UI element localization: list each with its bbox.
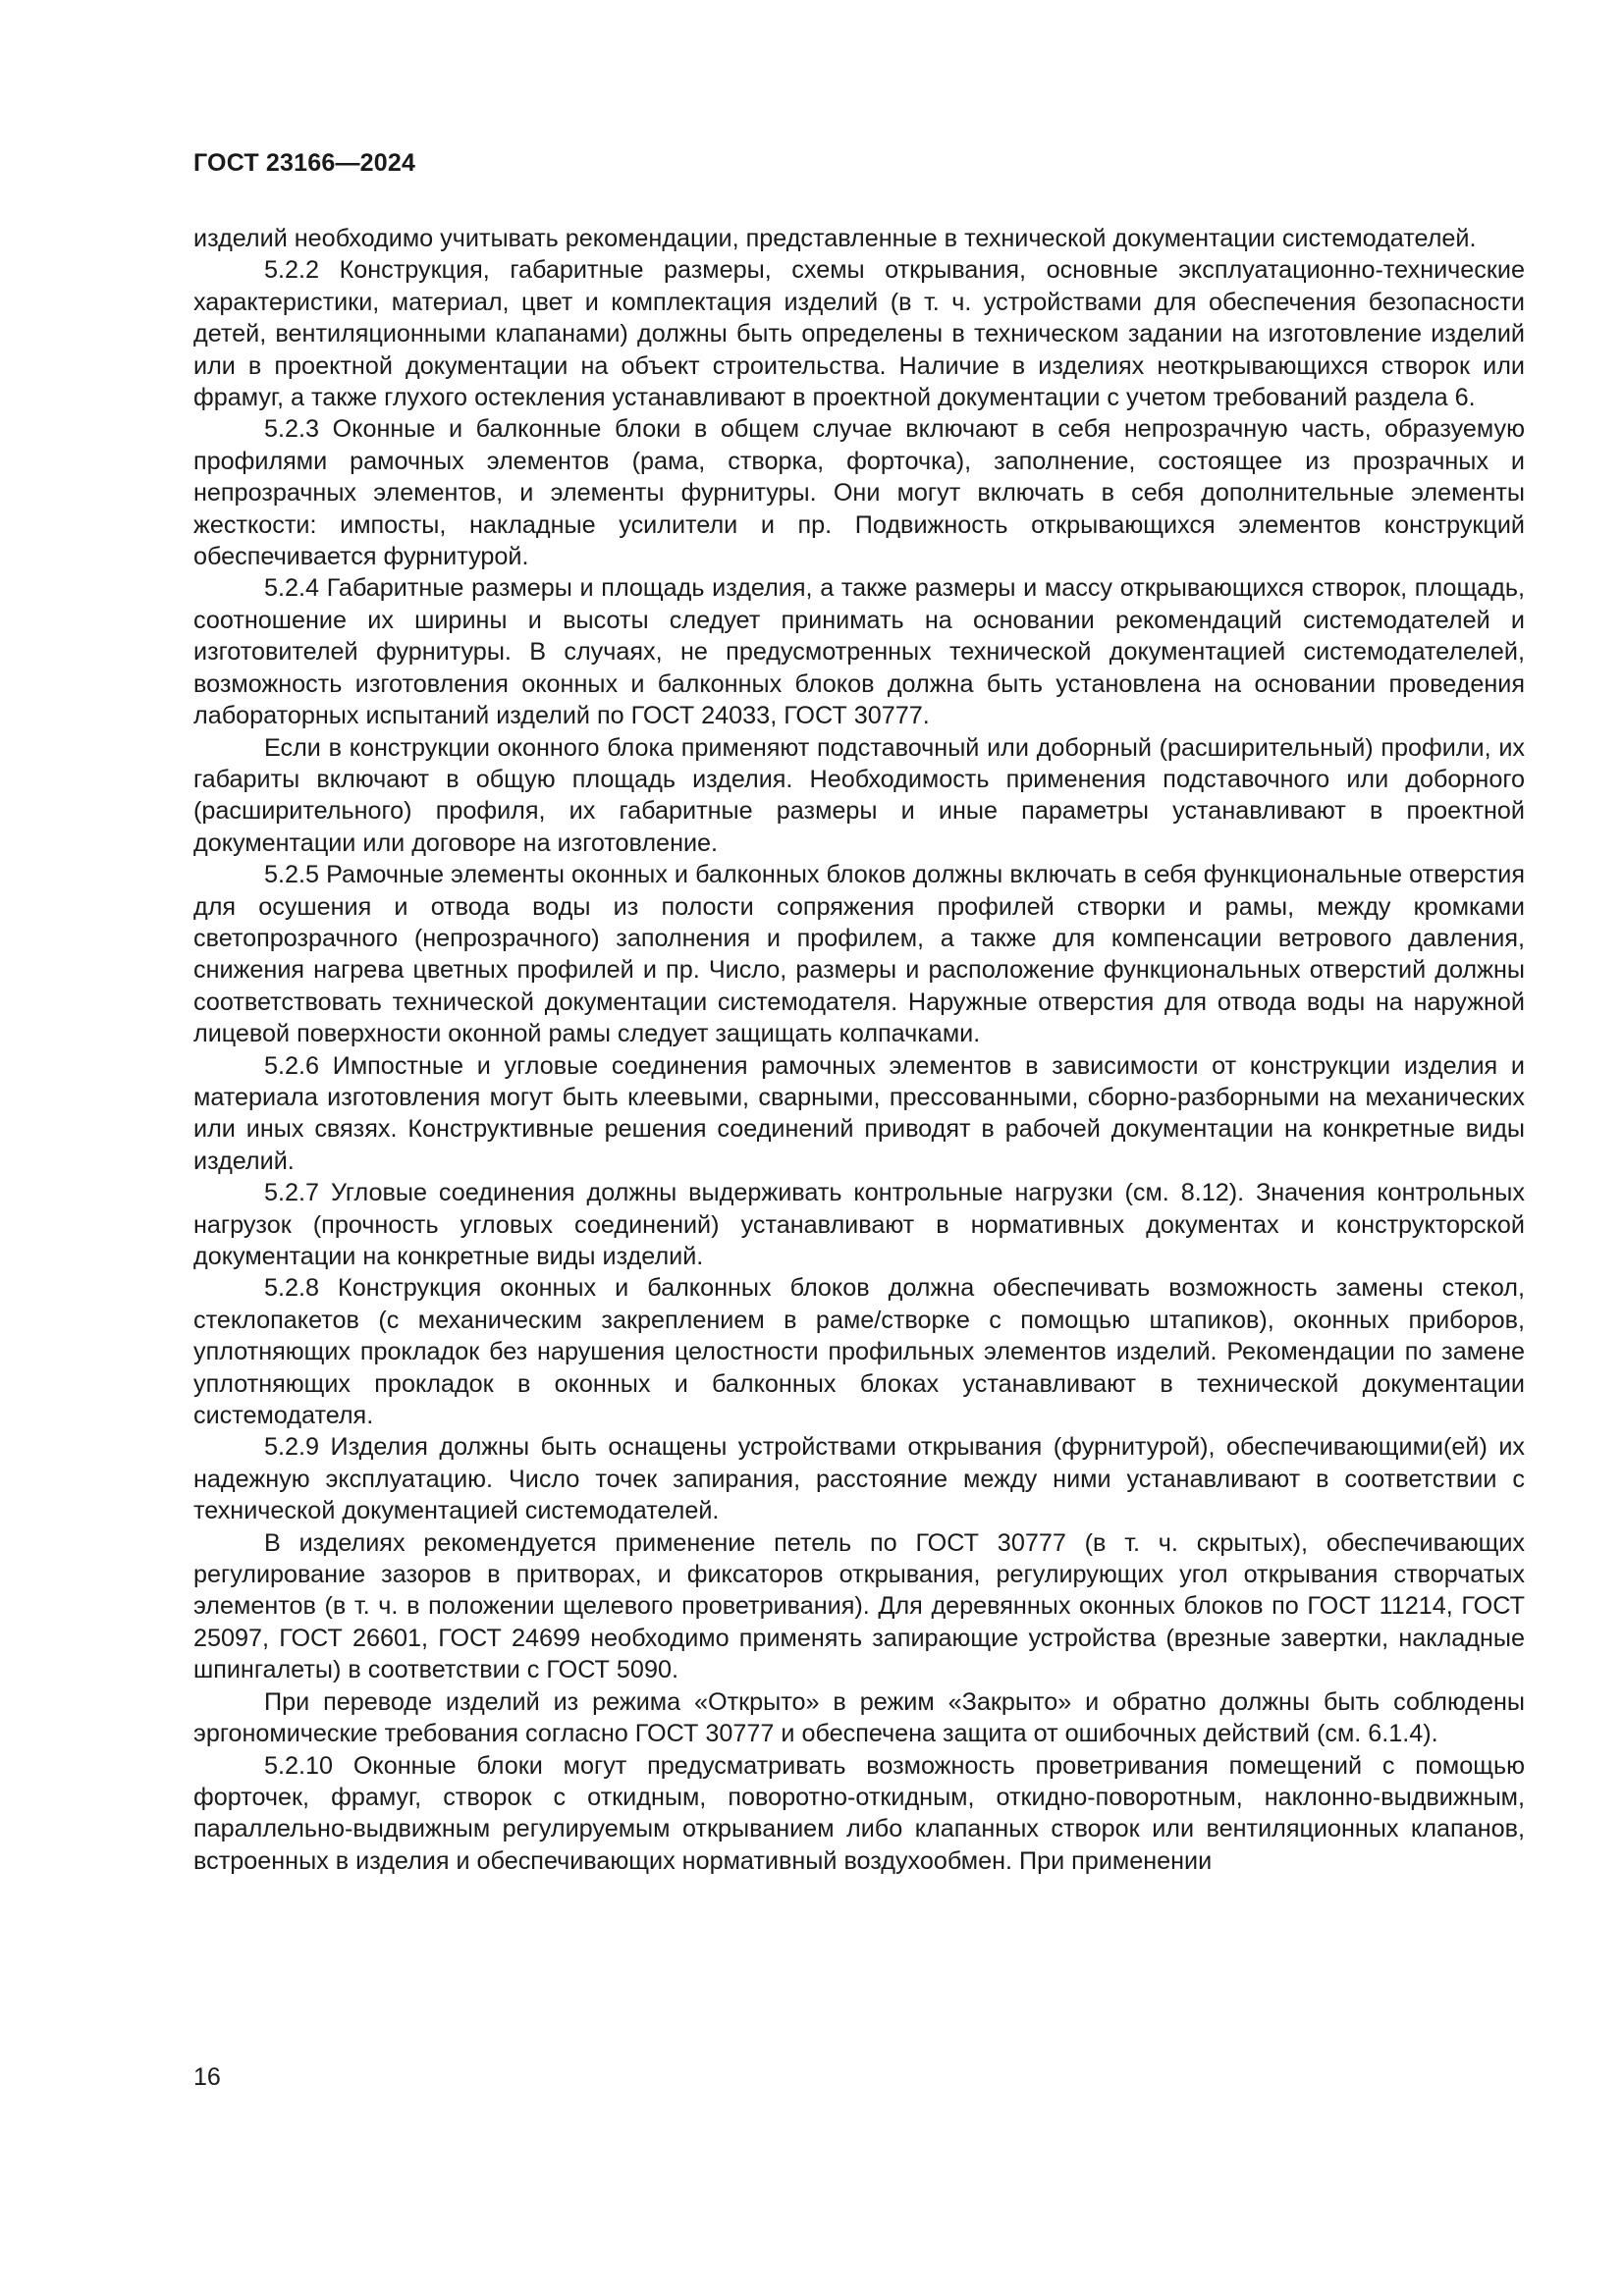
paragraph-5-2-8: 5.2.8 Конструкция оконных и балконных блоков должна обеспечивать возможность замены стекол, стеклопакетов (с механическим закреплением в раме/створке с помощью штапиков), оконных приборов, уплотняющих прокладок без нарушения целостности профильных элементов изделий. Рекомендации по замене уплотняющих прокладок в оконных и балконных блоках устанавливают в технической документации системодателя. [193,1274,1525,1430]
paragraph-5-2-9-hinges: В изделиях рекомендуется применение петель по ГОСТ 30777 (в т. ч. скрытых), обеспечивающих регулирование зазоров в притворах, и фиксаторов открывания, регулирующих угол открывания створчатых элементов (в т. ч. в положении щелевого проветривания). Для деревянных оконных блоков по ГОСТ 11214, ГОСТ 25097, ГОСТ 26601, ГОСТ 24699 необходимо применять запирающие устройства (врезные завертки, накладные шпингалеты) в соответствии с ГОСТ 5090. [193,1528,1525,1684]
page-number: 16 [193,2063,221,2091]
paragraph-5-2-2: 5.2.2 Конструкция, габаритные размеры, схемы открывания, основные эксплуатационно-технические характеристики, материал, цвет и комплектация изделий (в т. ч. устройствами для обеспечения безопасности детей, вентиляционными клапанами) должны быть определены в техническом задании на изготовление изделий или в проектной документации на объект строительства. Наличие в изделиях неоткрывающихся створок или фрамуг, а также глухого остекления устанавливают в проектной документации с учетом требований раздела 6. [193,256,1525,412]
paragraph-5-2-9: 5.2.9 Изделия должны быть оснащены устройствами открывания (фурнитурой), обеспечивающими(ей) их надежную эксплуатацию. Число точек запирания, расстояние между ними устанавливают в соответствии с технической документацией системодателей. [193,1433,1525,1525]
paragraph-continuation: изделий необходимо учитывать рекомендации, представленные в технической документации системодателей. [193,225,1477,252]
paragraph-5-2-6: 5.2.6 Импостные и угловые соединения рамочных элементов в зависимости от конструкции изделия и материала изготовления могут быть клеевыми, сварными, прессованными, сборно-разборными на механических или иных связях. Конструктивные решения соединений приводят в рабочей документации на конкретные виды изделий. [193,1051,1525,1175]
paragraph-5-2-5: 5.2.5 Рамочные элементы оконных и балконных блоков должны включать в себя функциональные отверстия для осушения и отвода воды из полости сопряжения профилей створки и рамы, между кромками светопрозрачного (непрозрачного) заполнения и профилем, а также для компенсации ветрового давления, снижения нагрева цветных профилей и пр. Число, размеры и расположение функциональных отверстий должны соответствовать технической документации системодателя. Наружные отверстия для отвода воды на наружной лицевой поверхности оконной рамы следует защищать колпачками. [193,861,1525,1048]
paragraph-5-2-9-modes: При переводе изделий из режима «Открыто» в режим «Закрыто» и обратно должны быть соблюдены эргономические требования согласно ГОСТ 30777 и обеспечена защита от ошибочных действий (см. 6.1.4). [193,1687,1525,1748]
paragraph-5-2-7: 5.2.7 Угловые соединения должны выдерживать контрольные нагрузки (см. 8.12). Значения контрольных нагрузок (прочность угловых соединений) устанавливают в нормативных документах и конструкторской документации на конкретные виды изделий. [193,1179,1525,1270]
paragraph-5-2-4-profiles: Если в конструкции оконного блока применяют подставочный или доборный (расширительный) профили, их габариты включают в общую площадь изделия. Необходимость применения подставочного или доборного (расширительного) профиля, их габаритные размеры и иные параметры устанавливают в проектной документации или договоре на изготовление. [193,733,1525,857]
document-body [193,223,1525,1877]
paragraph-5-2-10: 5.2.10 Оконные блоки могут предусматривать возможность проветривания помещений с помощью форточек, фрамуг, створок с откидным, поворотно-откидным, откидно-поворотным, наклонно-выдвижным, параллельно-выдвижным регулируемым открыванием либо клапанных створок или вентиляционных клапанов, встроенных в изделия и обеспечивающих нормативный воздухообмен. При применении [193,1751,1525,1875]
paragraph-5-2-4: 5.2.4 Габаритные размеры и площадь изделия, а также размеры и массу открывающихся створок, площадь, соотношение их ширины и высоты следует принимать на основании рекомендаций системодателей и изготовителей фурнитуры. В случаях, не предусмотренных технической документацией системодателелей, возможность изготовления оконных и балконных блоков должна быть установлена на основании проведения лабораторных испытаний изделий по ГОСТ 24033, ГОСТ 30777. [193,574,1525,730]
paragraph-5-2-3: 5.2.3 Оконные и балконные блоки в общем случае включают в себя непрозрачную часть, образуемую профилями рамочных элементов (рама, створка, форточка), заполнение, состоящее из прозрачных и непрозрачных элементов, и элементы фурнитуры. Они могут включать в себя дополнительные элементы жесткости: импосты, накладные усилители и пр. Подвижность открывающихся элементов конструкций обеспечивается фурнитурой. [193,415,1525,571]
document-header: ГОСТ 23166—2024 [193,149,416,177]
